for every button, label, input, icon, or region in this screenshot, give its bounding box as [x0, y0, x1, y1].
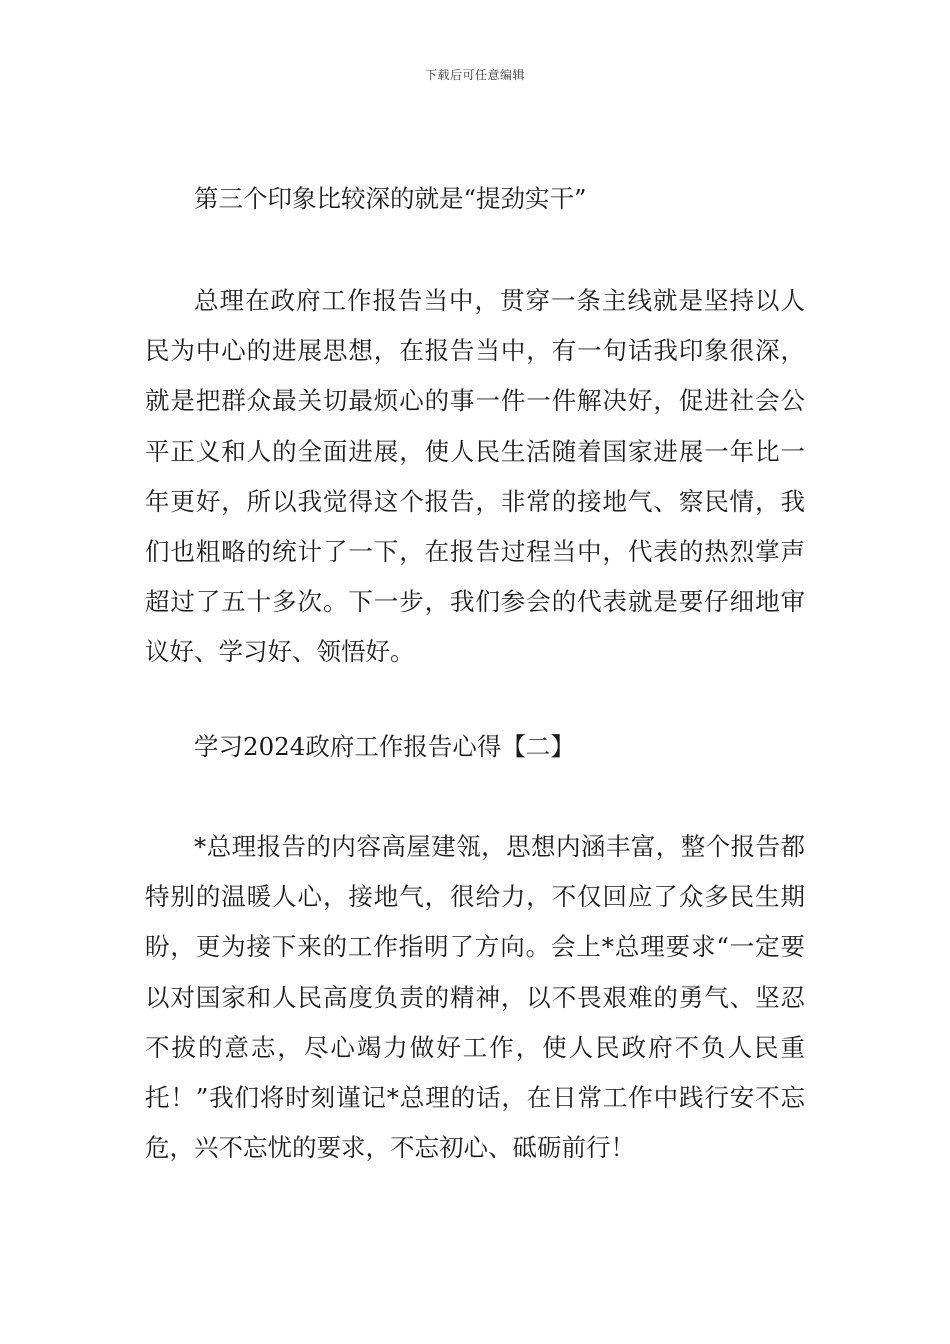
- section-heading-1: 第三个印象比较深的就是“提劲实干”: [194, 184, 587, 213]
- section-paragraph-2: *总理报告的内容高屋建瓴，思想内涵丰富，整个报告都特别的温暖人心，接地气，很给力，不仅回应了众多民生期盼，更为接下来的工作指明了方向。会上*总理要求“一定要以对国家和人民高度负责的精神，以不畏艰难的勇气、坚忍不拔的意志，尽心竭力做好工作，使人民政府不负人民重托！”我们将时刻谨记*总理的话，在日常工作中践行安不忘危，兴不忘忧的要求，不忘初心、砥砺前行！: [145, 832, 805, 1163]
- section-heading-2: 学习2024政府工作报告心得【二】: [194, 732, 575, 761]
- section-paragraph-1: 总理在政府工作报告当中，贯穿一条主线就是坚持以人民为中心的进展思想，在报告当中，有一句话我印象很深，就是把群众最关切最烦心的事一件一件解决好，促进社会公平正义和人的全面进展，使人民生活随着国家进展一年比一年更好，所以我觉得这个报告，非常的接地气、察民情，我们也粗略的统计了一下，在报告过程当中，代表的热烈掌声超过了五十多次。下一步，我们参会的代表就是要仔细地审议好、学习好、领悟好。: [145, 286, 805, 667]
- header-note: 下载后可任意编辑: [424, 68, 525, 82]
